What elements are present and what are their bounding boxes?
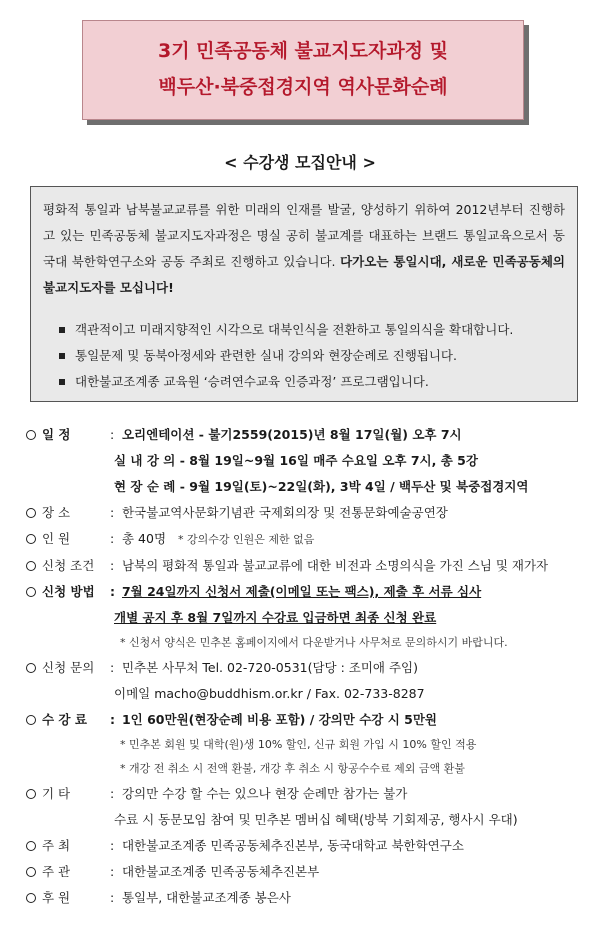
etc-label: 기 타 [42, 786, 71, 801]
schedule-line-1: 오리엔테이션 - 불기2559(2015)년 8월 17일(월) 오후 7시 [121, 427, 462, 442]
eligibility-label: 신청 조건 [42, 558, 95, 573]
method-note: * 신청서 양식은 민추본 홈페이지에서 다운받거나 사무처로 문의하시기 바랍니다. [120, 636, 508, 649]
circle-bullet-icon [26, 430, 36, 440]
method-line-1: 7월 24일까지 신청서 제출(이메일 또는 팩스), 제출 후 서류 심사 [121, 584, 482, 599]
title-box [82, 20, 524, 120]
circle-bullet-icon [26, 841, 36, 851]
fee-value: 1인 60만원(현장순례 비용 포함) / 강의만 수강 시 5만원 [121, 712, 438, 727]
host-value: 대한불교조계종 민족공동체추진본부, 동국대학교 북한학연구소 [121, 838, 464, 853]
circle-bullet-icon [26, 893, 36, 903]
inquiry-line-1: 민추본 사무처 Tel. 02-720-0531(담당 : 조미애 주임) [121, 660, 419, 675]
sponsor-label: 후 원 [42, 890, 71, 905]
method-label: 신청 방법 [42, 584, 95, 599]
organizer-label: 주 관 [42, 864, 71, 879]
circle-bullet-icon [26, 867, 36, 877]
square-bullet-icon [59, 327, 65, 333]
page-subtitle: < 수강생 모집안내 > [224, 153, 376, 172]
etc-line-2: 수료 시 동문모임 참여 및 민추본 멤버십 혜택(방북 기회제공, 행사시 우대) [114, 812, 518, 827]
host-row: 주 최 : 대한불교조계종 민족공동체추진본부, 동국대학교 북한학연구소 [26, 833, 586, 859]
etc-line-1: 강의만 수강 할 수는 있으나 현장 순례만 참가는 불가 [121, 786, 408, 801]
fee-note-1: * 민추본 회원 및 대학(원)생 10% 할인, 신규 회원 가입 시 10% 할인 적용 [120, 738, 477, 751]
square-bullet-icon [59, 353, 65, 359]
sponsor-row: 후 원 : 통일부, 대한불교조계종 봉은사 [26, 885, 586, 911]
circle-bullet-icon [26, 789, 36, 799]
inquiry-label: 신청 문의 [42, 660, 95, 675]
inquiry-row: 신청 문의 : 민추본 사무처 Tel. 02-720-0531(담당 : 조미애 주임) [26, 655, 586, 681]
title-line-1: 3기 민족공동체 불교지도자과정 및 [157, 40, 449, 62]
circle-bullet-icon [26, 715, 36, 725]
circle-bullet-icon [26, 508, 36, 518]
etc-row: 기 타 : 강의만 수강 할 수는 있으나 현장 순례만 참가는 불가 [26, 781, 586, 807]
sponsor-value: 통일부, 대한불교조계종 봉은사 [121, 890, 291, 905]
intro-text: 평화적 통일과 남북불교교류를 위한 미래의 인재를 발굴, 양성하기 위하여 2012년부터 진행하고 있는 민족공동체 불교지도자과정은 명실 공히 불교계를 대표하는 브랜드 통일교육으로서 동국대 북한학연구소와 공동 주최로 진행하고 있습니다. [43, 202, 565, 269]
fee-label: 수 강 료 [42, 712, 87, 727]
eligibility-value: 남북의 평화적 통일과 불교교류에 대한 비전과 소명의식을 가진 스님 및 재가자 [121, 558, 549, 573]
circle-bullet-icon [26, 663, 36, 673]
bullet-item [43, 343, 565, 369]
host-label: 주 최 [42, 838, 71, 853]
capacity-note: * 강의수강 인원은 제한 없음 [178, 533, 315, 546]
fee-row: 수 강 료 : 1인 60만원(현장순례 비용 포함) / 강의만 수강 시 5만원 [26, 707, 586, 733]
organizer-value: 대한불교조계종 민족공동체추진본부 [121, 864, 320, 879]
bullet-item [43, 369, 565, 395]
place-label: 장 소 [42, 505, 71, 520]
fee-note-2: * 개강 전 취소 시 전액 환불, 개강 후 취소 시 항공수수료 제외 금액 환불 [120, 762, 465, 775]
inquiry-line-2: 이메일 macho@buddhism.or.kr / Fax. 02-733-8287 [114, 686, 425, 701]
bullet-text: 객관적이고 미래지향적인 시각으로 대북인식을 전환하고 통일의식을 확대합니다. [75, 322, 514, 337]
intro-box [30, 186, 578, 402]
title-line-2: 백두산·북중접경지역 역사문화순례 [158, 76, 448, 98]
bullet-item [43, 317, 565, 343]
circle-bullet-icon [26, 587, 36, 597]
schedule-line-2: 실 내 강 의 - 8월 19일~9월 16일 매주 수요일 오후 7시, 총 5강 [114, 453, 478, 468]
bullet-text: 대한불교조계종 교육원 ‘승려연수교육 인증과정’ 프로그램입니다. [75, 374, 429, 389]
capacity-label: 인 원 [42, 531, 71, 546]
circle-bullet-icon [26, 561, 36, 571]
organizer-row: 주 관 : 대한불교조계종 민족공동체추진본부 [26, 859, 586, 885]
place-row: 장 소 : 한국불교역사문화기념관 국제회의장 및 전통문화예술공연장 [26, 500, 586, 526]
schedule-label: 일 정 [42, 427, 71, 442]
intro-paragraph [43, 197, 565, 301]
eligibility-row: 신청 조건 : 남북의 평화적 통일과 불교교류에 대한 비전과 소명의식을 가진 스님 및 재가자 [26, 553, 586, 579]
square-bullet-icon [59, 379, 65, 385]
intro-bullets [43, 317, 565, 395]
bullet-text: 통일문제 및 동북아정세와 관련한 실내 강의와 현장순례로 진행됩니다. [75, 348, 457, 363]
method-row: 신청 방법 : 7월 24일까지 신청서 제출(이메일 또는 팩스), 제출 후 서류 심사 [26, 579, 586, 605]
schedule-line-3: 현 장 순 례 - 9월 19일(토)~22일(화), 3박 4일 / 백두산 및 북중접경지역 [114, 479, 529, 494]
capacity-value: 총 40명 [121, 531, 167, 546]
info-list [26, 422, 586, 911]
method-line-2: 개별 공지 후 8월 7일까지 수강료 입금하면 최종 신청 완료 [114, 610, 437, 625]
intro-emphasis: 다가오는 통일시대, 새로운 민족공동체의 불교지도자를 모십니다! [43, 254, 565, 295]
capacity-row: 인 원 : 총 40명 * 강의수강 인원은 제한 없음 [26, 526, 586, 553]
place-value: 한국불교역사문화기념관 국제회의장 및 전통문화예술공연장 [121, 505, 448, 520]
schedule-row: 일 정 : 오리엔테이션 - 불기2559(2015)년 8월 17일(월) 오후 7시 [26, 422, 586, 448]
circle-bullet-icon [26, 534, 36, 544]
